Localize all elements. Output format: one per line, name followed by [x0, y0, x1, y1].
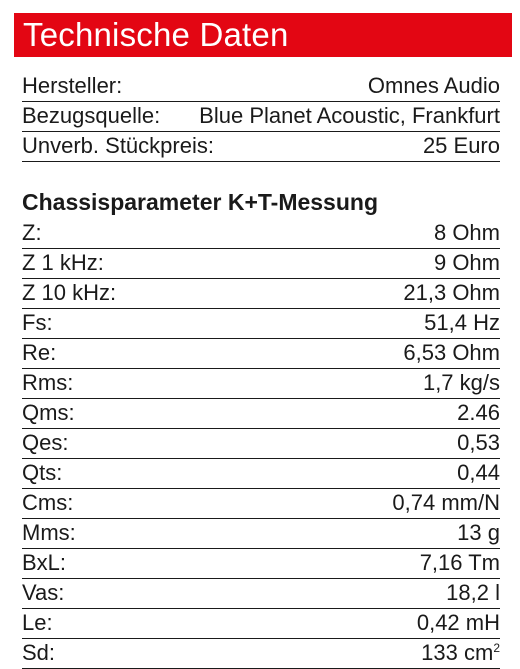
page-title: Technische Daten — [23, 16, 289, 53]
param-value: 2.46 — [457, 400, 500, 425]
param-value: 21,3 Ohm — [403, 280, 500, 305]
param-label: Rms: — [22, 370, 74, 395]
param-row — [22, 549, 500, 579]
param-label: Z 10 kHz: — [22, 280, 117, 305]
param-row — [22, 609, 500, 639]
param-value: 0,53 — [457, 430, 500, 455]
info-row — [22, 132, 500, 162]
param-value: 1,7 kg/s — [422, 370, 500, 395]
param-row — [22, 369, 500, 399]
info-row — [22, 102, 500, 132]
param-value: 51,4 Hz — [424, 310, 500, 335]
param-value: 0,42 mH — [416, 610, 500, 635]
param-row — [22, 309, 500, 339]
param-label: Vas: — [22, 580, 65, 605]
info-label: Unverb. Stückpreis: — [22, 133, 214, 158]
param-label: Sd: — [22, 640, 56, 665]
param-row — [22, 489, 500, 519]
param-label: Mms: — [22, 520, 76, 545]
param-value: 0,74 mm/N — [392, 490, 500, 515]
param-value: 6,53 Ohm — [403, 340, 500, 365]
param-value — [421, 639, 500, 667]
param-row — [22, 219, 500, 249]
param-value: 9 Ohm — [433, 250, 500, 275]
info-label: Hersteller: — [22, 73, 123, 98]
param-value: 8 Ohm — [433, 220, 500, 245]
info-table — [22, 72, 500, 162]
info-value: 25 Euro — [422, 133, 500, 158]
param-value: 7,16 Tm — [419, 550, 500, 575]
info-label: Bezugsquelle: — [22, 103, 161, 128]
param-row — [22, 579, 500, 609]
param-row — [22, 429, 500, 459]
info-value: Blue Planet Acoustic, Frankfurt — [199, 103, 500, 128]
param-label: Fs: — [22, 310, 53, 335]
title-bar — [14, 13, 512, 57]
param-label: BxL: — [22, 550, 67, 575]
parameter-table — [22, 219, 500, 669]
param-label: Qms: — [22, 400, 75, 425]
param-label: Qes: — [22, 430, 69, 455]
param-row — [22, 399, 500, 429]
param-value: 13 g — [457, 520, 500, 545]
info-value: Omnes Audio — [367, 73, 500, 98]
info-row — [22, 72, 500, 102]
param-row — [22, 519, 500, 549]
param-value-text: 133 cm — [421, 640, 494, 665]
param-value: 18,2 l — [446, 580, 500, 605]
section-title: Chassisparameter K+T-Messung — [22, 189, 378, 215]
param-value: 0,44 — [457, 460, 500, 485]
param-label: Cms: — [22, 490, 74, 515]
param-value-superscript: 2 — [493, 641, 500, 655]
param-label: Z: — [22, 220, 42, 245]
param-label: Z 1 kHz: — [22, 250, 104, 275]
param-label: Qts: — [22, 460, 63, 485]
param-label: Re: — [22, 340, 57, 365]
param-row — [22, 459, 500, 489]
param-label: Le: — [22, 610, 53, 635]
param-row — [22, 339, 500, 369]
param-row — [22, 249, 500, 279]
param-row — [22, 279, 500, 309]
